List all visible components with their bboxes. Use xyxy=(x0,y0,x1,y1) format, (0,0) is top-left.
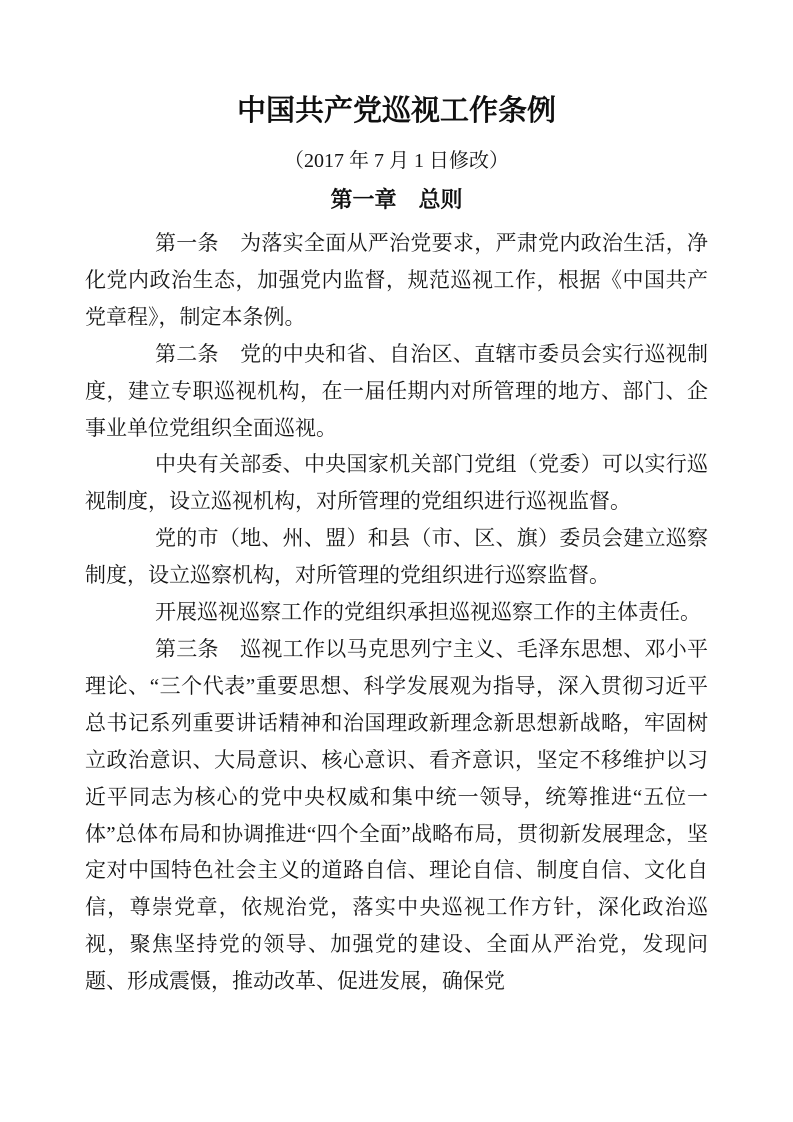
paragraph-article-2-responsibility: 开展巡视巡察工作的党组织承担巡视巡察工作的主体责任。 xyxy=(155,600,701,625)
paragraph-article-1: 第一条 为落实全面从严治党要求，严肃党内政治生活，净化党内政治生态，加强党内监督，规范巡视工作，根据《中国共产党章程》，制定本条例。 xyxy=(85,231,708,329)
paragraph-article-3: 第三条 巡视工作以马克思列宁主义、毛泽东思想、邓小平理论、“三个代表”重要思想、科学发展观为指导，深入贯彻习近平总书记系列重要讲话精神和治国理政新理念新思想新战略，牢固树立政治意识、大局意识、核心意识、看齐意识，坚定不移维护以习近平同志为核心的党中央权威和集中统一领导，统筹推进“五位一体”总体布局和协调推进“四个全面”战略布局，贯彻新发展理念，坚定对中国特色社会主义的道路自信、理论自信、制度自信、文化自信，尊崇党章，依规治党，落实中央巡视工作方针，深化政治巡视，聚焦坚持党的领导、加强党的建设、全面从严治党，发现问题、形成震慑，推动改革、促进发展，确保党 xyxy=(85,636,708,994)
paragraph-article-2: 第二条 党的中央和省、自治区、直辖市委员会实行巡视制度，建立专职巡视机构，在一届任期内对所管理的地方、部门、企事业单位党组织全面巡视。 xyxy=(85,341,708,440)
document-title: 中国共产党巡视工作条例 xyxy=(236,95,556,127)
document-body xyxy=(85,225,708,1000)
paragraph-article-2-city-county: 党的市（地、州、盟）和县（市、区、旗）委员会建立巡察制度，设立巡察机构，对所管理的党组织进行巡察监督。 xyxy=(85,526,708,588)
document-revision-date: （2017 年 7 月 1 日修改） xyxy=(284,150,509,172)
chapter-heading: 第一章 总则 xyxy=(330,187,463,212)
paragraph-article-2-central-ministries: 中央有关部委、中央国家机关部门党组（党委）可以实行巡视制度，设立巡视机构，对所管理的党组织进行巡视监督。 xyxy=(85,452,708,514)
